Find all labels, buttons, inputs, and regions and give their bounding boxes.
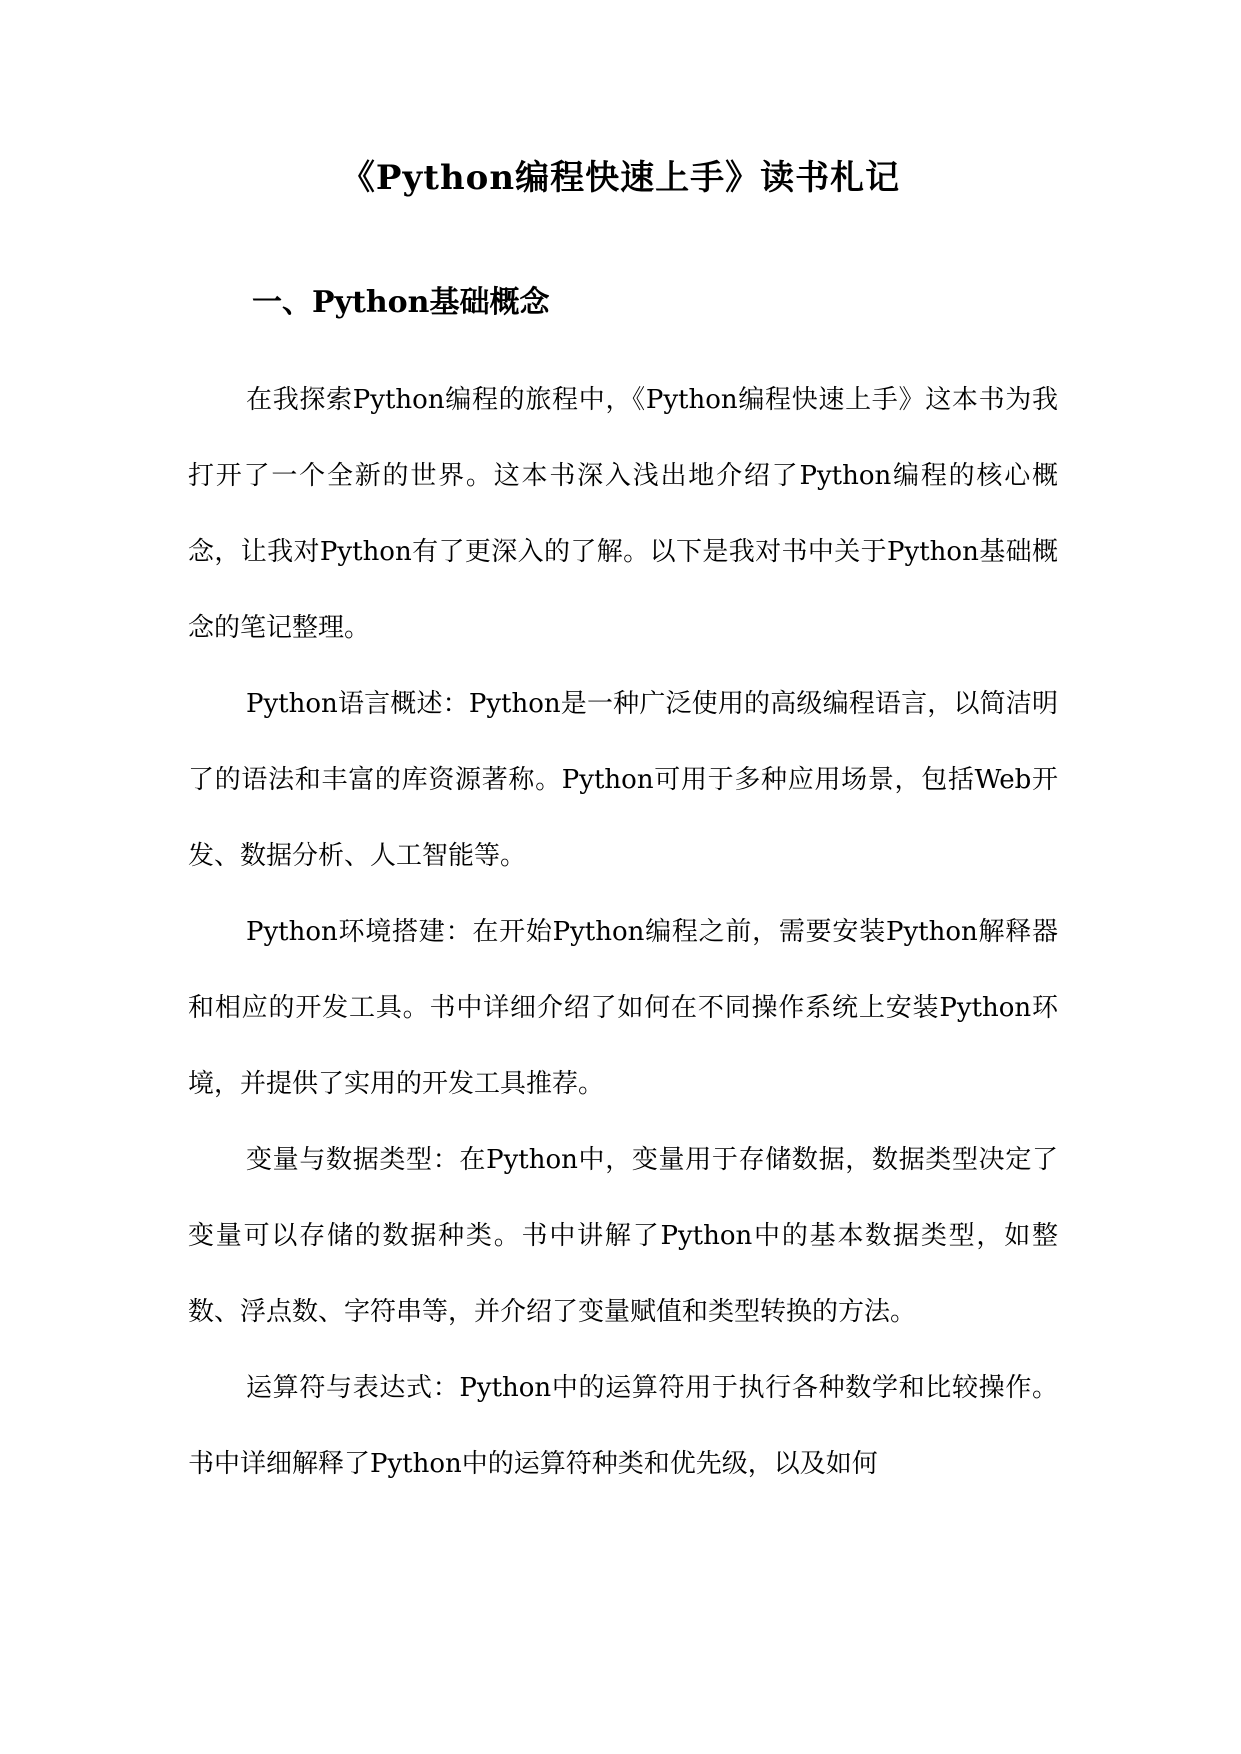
section-heading: 一、Python基础概念 — [252, 285, 550, 320]
paragraph-intro: 在我探索Python编程的旅程中，《Python编程快速上手》这本书为我打开了一个全新的世界。这本书深入浅出地介绍了Python编程的核心概念，让我对Python有了更深入的了解。以下是我对书中关于Python基础概念的笔记整理。 — [188, 385, 1058, 643]
paragraph-operators: 运算符与表达式：Python中的运算符用于执行各种数学和比较操作。书中详细解释了Python中的运算符种类和优先级，以及如何 — [188, 1373, 1058, 1479]
document-title: 《Python编程快速上手》读书札记 — [340, 158, 901, 198]
paragraph-language-overview: Python语言概述：Python是一种广泛使用的高级编程语言，以简洁明了的语法和丰富的库资源著称。Python可用于多种应用场景，包括Web开发、数据分析、人工智能等。 — [188, 689, 1058, 871]
paragraph-variables-types: 变量与数据类型：在Python中，变量用于存储数据，数据类型决定了变量可以存储的数据种类。书中讲解了Python中的基本数据类型，如整数、浮点数、字符串等，并介绍了变量赋值和类型转换的方法。 — [188, 1145, 1058, 1327]
document-body — [188, 362, 1058, 1502]
paragraph-environment-setup: Python环境搭建：在开始Python编程之前，需要安装Python解释器和相应的开发工具。书中详细介绍了如何在不同操作系统上安装Python环境，并提供了实用的开发工具推荐。 — [188, 917, 1058, 1099]
